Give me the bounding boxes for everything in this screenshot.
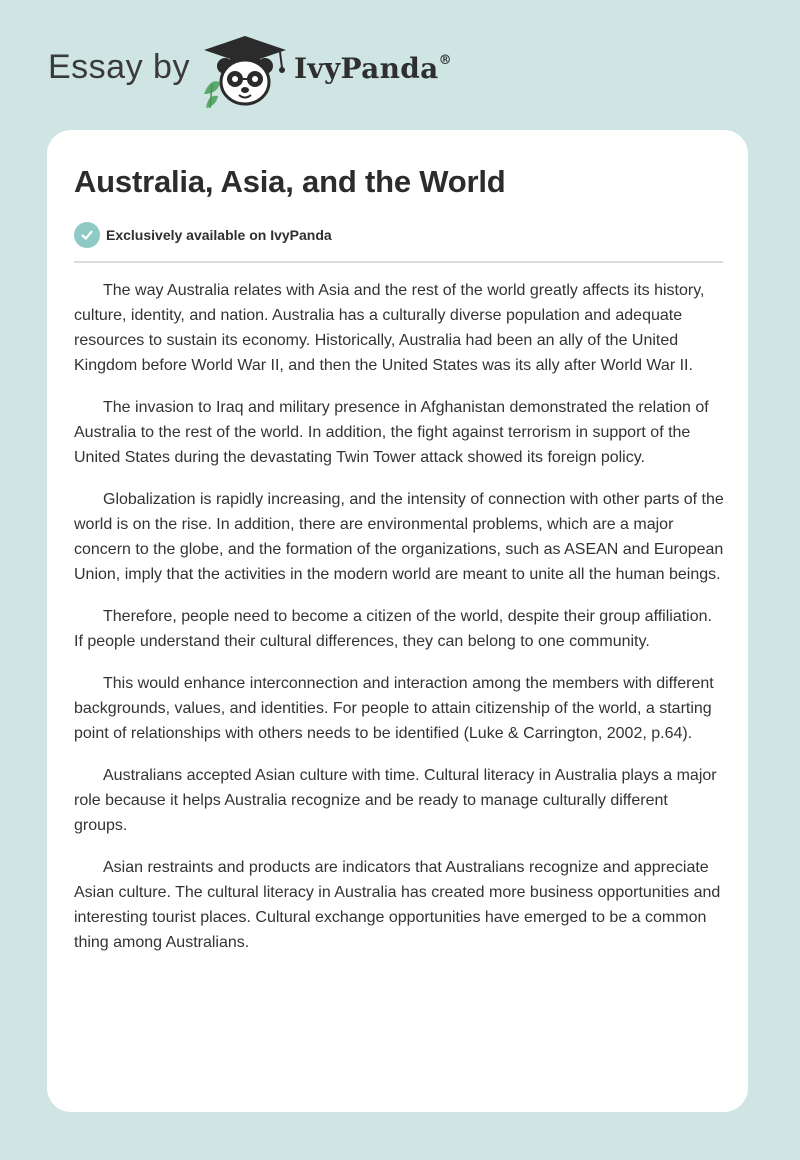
paragraph: Australians accepted Asian culture with time. Cultural literacy in Australia plays a major role because it helps Australia recognize and be ready to manage culturally different groups. [74, 767, 717, 834]
essay-by-label: Essay by [48, 48, 190, 86]
page-title: Australia, Asia, and the World [74, 164, 506, 199]
paragraph: This would enhance interconnection and interaction among the members with different backgrounds, values, and identities. For people to attain citizenship of the world, a starting point of relationships with others needs to be identified (Luke & Carrington, 2002, p.64). [74, 675, 714, 742]
registered-mark: ® [438, 52, 452, 68]
essay-body [74, 278, 725, 972]
brand-name[interactable] [294, 52, 452, 85]
site-header [0, 0, 800, 130]
essay-card [47, 130, 748, 1112]
exclusive-badge [74, 222, 332, 248]
divider [74, 261, 723, 263]
paragraph: Globalization is rapidly increasing, and the intensity of connection with other parts of the world is on the rise. In addition, there are environmental problems, which are a major concern to the globe, and the formation of the organizations, such as ASEAN and European Union, imply that the activities in the modern world are meant to unite all the human beings. [74, 491, 724, 583]
brand-text: IvyPanda [294, 52, 439, 85]
exclusive-label: Exclusively available on IvyPanda [106, 227, 332, 243]
check-icon [74, 222, 100, 248]
paragraph: Therefore, people need to become a citizen of the world, despite their group affiliation. If people understand their cultural differences, they can belong to one community. [74, 608, 712, 650]
paragraph: The way Australia relates with Asia and the rest of the world greatly affects its history, culture, identity, and nation. Australia has a culturally diverse population and adequate resources to sustain its economy. Historically, Australia had been an ally of the United Kingdom before World War II, and then the United States was its ally after World War II. [74, 282, 705, 374]
paragraph: Asian restraints and products are indicators that Australians recognize and appreciate Asian culture. The cultural literacy in Australia has created more business opportunities and interesting tourist places. Cultural exchange opportunities have emerged to be a common thing among Australians. [74, 859, 721, 951]
paragraph: The invasion to Iraq and military presence in Afghanistan demonstrated the relation of Australia to the rest of the world. In addition, the fight against terrorism in support of the United States during the devastating Twin Tower attack showed its foreign policy. [74, 399, 709, 466]
panda-graduate-logo-icon[interactable] [200, 34, 290, 110]
